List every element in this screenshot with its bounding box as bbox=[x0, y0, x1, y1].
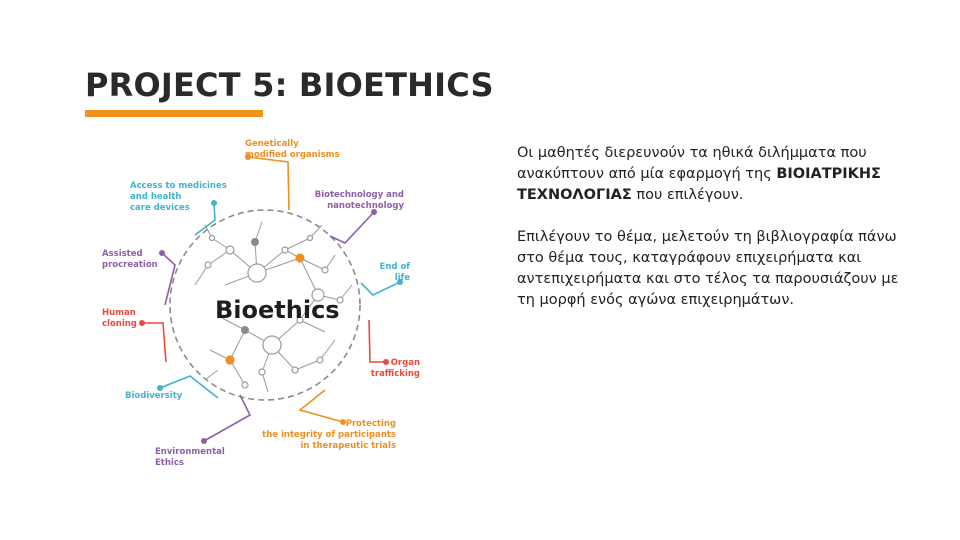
paragraph-1 bbox=[517, 143, 907, 206]
label-environmental-line2: Ethics bbox=[155, 458, 184, 468]
label-gmo-line1: Genetically bbox=[245, 139, 299, 149]
spoke-gmo bbox=[248, 157, 289, 210]
label-end-of-life-line1: End of bbox=[379, 262, 410, 272]
label-access-line1: Access to medicines bbox=[130, 181, 227, 191]
label-protecting-line1: Protecting bbox=[345, 419, 396, 429]
spoke-protecting bbox=[300, 390, 343, 422]
spoke-access bbox=[195, 203, 215, 235]
label-assisted bbox=[102, 249, 158, 270]
bioethics-diagram-svg bbox=[95, 132, 435, 472]
spoke-end-of-life bbox=[361, 282, 400, 295]
label-organ-line1: Organ bbox=[390, 358, 420, 368]
spoke-cloning bbox=[142, 323, 166, 362]
label-cloning-line2: cloning bbox=[102, 319, 137, 329]
label-access-line2: and health bbox=[130, 192, 182, 202]
label-biotech-line2: nanotechnology bbox=[327, 201, 404, 211]
spoke-environmental bbox=[204, 395, 250, 441]
label-biotech-line1: Biotechnology and bbox=[314, 190, 404, 200]
label-access-line3: care devices bbox=[130, 203, 190, 213]
label-biodiversity-line1: Biodiversity bbox=[125, 391, 183, 401]
paragraph-2: Επιλέγουν το θέμα, μελετούν τη βιβλιογραφία πάνω στο θέμα τους, καταγράφουν επιχειρήματα και αντεπιχειρήματα και στο τέλος τα παρουσιάζουν με τη μορφή ενός αγώνα επιχειρημάτων. bbox=[517, 229, 899, 308]
label-end-of-life-line2: life bbox=[394, 273, 410, 283]
label-protecting-line3: in therapeutic trials bbox=[300, 441, 396, 451]
title-underline bbox=[85, 110, 263, 117]
paragraph-1-end: που επιλέγουν. bbox=[631, 187, 744, 203]
label-organ-line2: trafficking bbox=[370, 369, 420, 379]
label-biotech bbox=[315, 190, 405, 211]
paragraph-1-start: Οι μαθητές διερευνούν τα ηθικά διλήμματα που ανακύπτουν από μία εφαρμογή της bbox=[517, 145, 867, 182]
spoke-organ bbox=[369, 320, 386, 362]
paragraph-1-emphasis: ΒΙΟΙΑΤΡΙΚΗΣ ΤΕΧΝΟΛΟΓΙΑΣ bbox=[517, 166, 881, 203]
description-text bbox=[517, 143, 907, 332]
spoke-biotech bbox=[330, 212, 374, 243]
label-end-of-life bbox=[380, 262, 411, 283]
label-access bbox=[130, 181, 227, 213]
label-biodiversity bbox=[125, 391, 183, 401]
label-gmo bbox=[245, 139, 340, 160]
label-protecting-line2: the integrity of participants bbox=[262, 430, 396, 440]
label-environmental-line1: Environmental bbox=[155, 447, 225, 457]
label-organ bbox=[371, 358, 420, 379]
bioethics-diagram bbox=[95, 132, 435, 472]
slide-title: PROJECT 5: BIOETHICS bbox=[85, 66, 494, 104]
label-environmental bbox=[155, 447, 225, 468]
label-cloning bbox=[102, 308, 137, 329]
center-label: Bioethics bbox=[215, 296, 340, 324]
label-gmo-line2: modified organisms bbox=[245, 150, 340, 160]
label-assisted-line1: Assisted bbox=[102, 249, 143, 259]
label-cloning-line1: Human bbox=[102, 308, 136, 318]
label-assisted-line2: procreation bbox=[102, 260, 158, 270]
label-protecting bbox=[262, 419, 396, 451]
